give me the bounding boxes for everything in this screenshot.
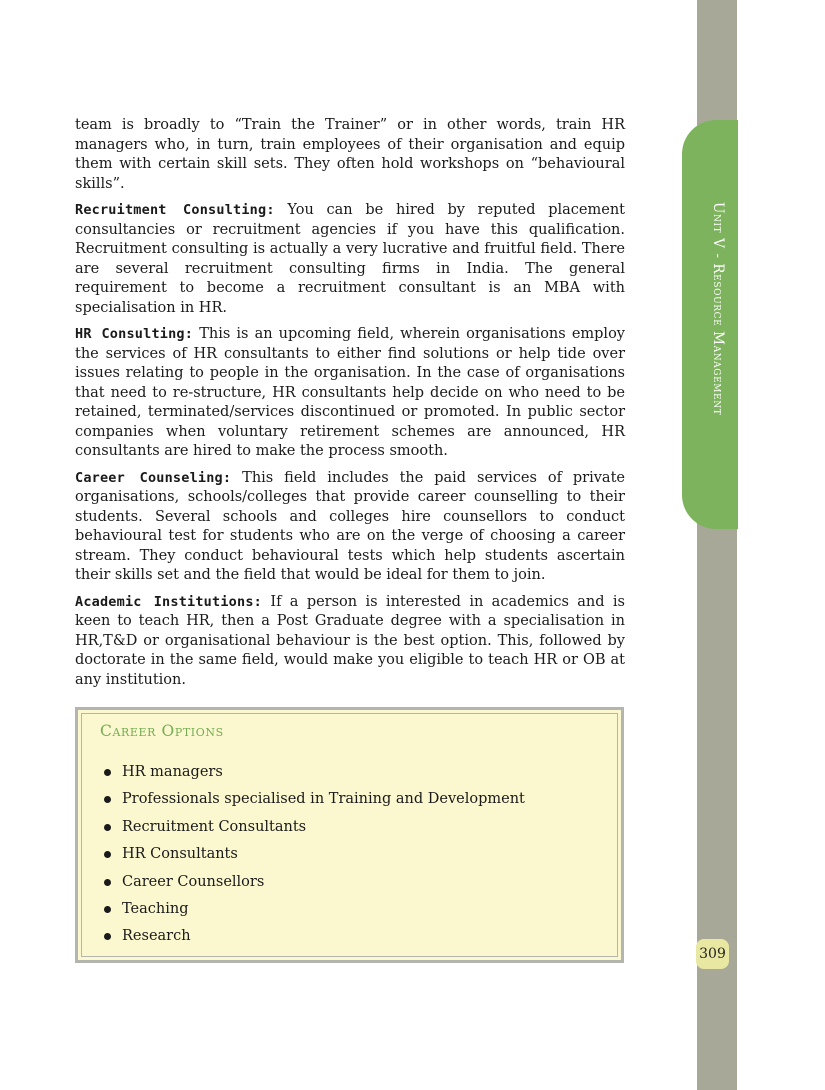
academic-institutions-paragraph (75, 593, 625, 691)
bullet-icon (104, 879, 111, 886)
list-item-label: Career Counsellors (122, 873, 265, 890)
list-item (99, 762, 525, 789)
paragraph-text: If a person is interested in academics and is keen to teach HR, then a Post Graduate degree with a specialisation in HR,T&D or organisational behaviour is the best option. This, followed by doctorate in the same field, would make you eligible to teach HR or OB at any institution. (75, 593, 625, 688)
paragraph-text: This is an upcoming field, wherein organisations employ the services of HR consultants to either find solutions or help tide over issues relating to people in the organisation. In the case of organisations that need to re-structure, HR consultants help decide on who need to be retained, terminated/services discontinued or promoted. In public sector companies when voluntary retirement schemes are announced, HR consultants are hired to make the process smooth. (75, 326, 625, 459)
list-item (99, 899, 525, 926)
career-counseling-paragraph (75, 469, 625, 586)
paragraph-text: You can be hired by reputed placement consultancies or recruitment agencies if you have this qualification. Recruitment consulting is actually a very lucrative and fruitful field. There are several recruitment consulting firms in India. The general requirement to become a recruitment consultant is an MBA with specialisation in HR. (75, 202, 625, 316)
list-item (99, 789, 525, 816)
bullet-icon (104, 906, 111, 913)
list-item-label: Professionals specialised in Training and Development (122, 791, 525, 808)
paragraph-term: Career Counseling: (75, 469, 232, 486)
list-item (99, 844, 525, 871)
hr-consulting-paragraph (75, 325, 625, 462)
recruitment-consulting-paragraph (75, 201, 625, 318)
list-item (99, 926, 525, 953)
career-options-list (99, 762, 525, 954)
paragraph-term: Recruitment Consulting: (75, 202, 275, 218)
page-number: 309 (696, 939, 729, 969)
career-options-title: Career Options (100, 722, 224, 740)
bullet-icon (104, 851, 111, 858)
bullet-icon (104, 933, 111, 940)
list-item-label: HR Consultants (122, 846, 238, 863)
unit-title: Unit V - Resource Management (710, 202, 726, 416)
bullet-icon (104, 769, 111, 776)
paragraph-term: HR Consulting: (75, 326, 194, 342)
main-text (75, 116, 625, 697)
paragraph-term: Academic Institutions: (75, 593, 262, 610)
list-item-label: HR managers (122, 764, 223, 780)
paragraph-text: This field includes the paid services of private organisations, schools/colleges that provide career counselling to their students. Several schools and colleges hire counsellors to conduct behavioural test for students who are on the verge of choosing a career stream. They conduct behavioural tests which help students ascertain their skills set and the field that would be ideal for them to join. (75, 469, 625, 583)
intro-paragraph: team is broadly to “Train the Trainer” or in other words, train HR managers who, in turn, train employees of their organisation and equip them with certain skill sets. They often hold workshops on “behavioural skills”. (75, 117, 625, 192)
list-item-label: Research (122, 928, 191, 945)
career-options-box (75, 707, 624, 963)
bullet-icon (104, 824, 111, 831)
list-item-label: Teaching (122, 900, 189, 917)
list-item (99, 817, 525, 844)
list-item (99, 872, 525, 899)
bullet-icon (104, 796, 111, 803)
list-item-label: Recruitment Consultants (122, 818, 307, 835)
